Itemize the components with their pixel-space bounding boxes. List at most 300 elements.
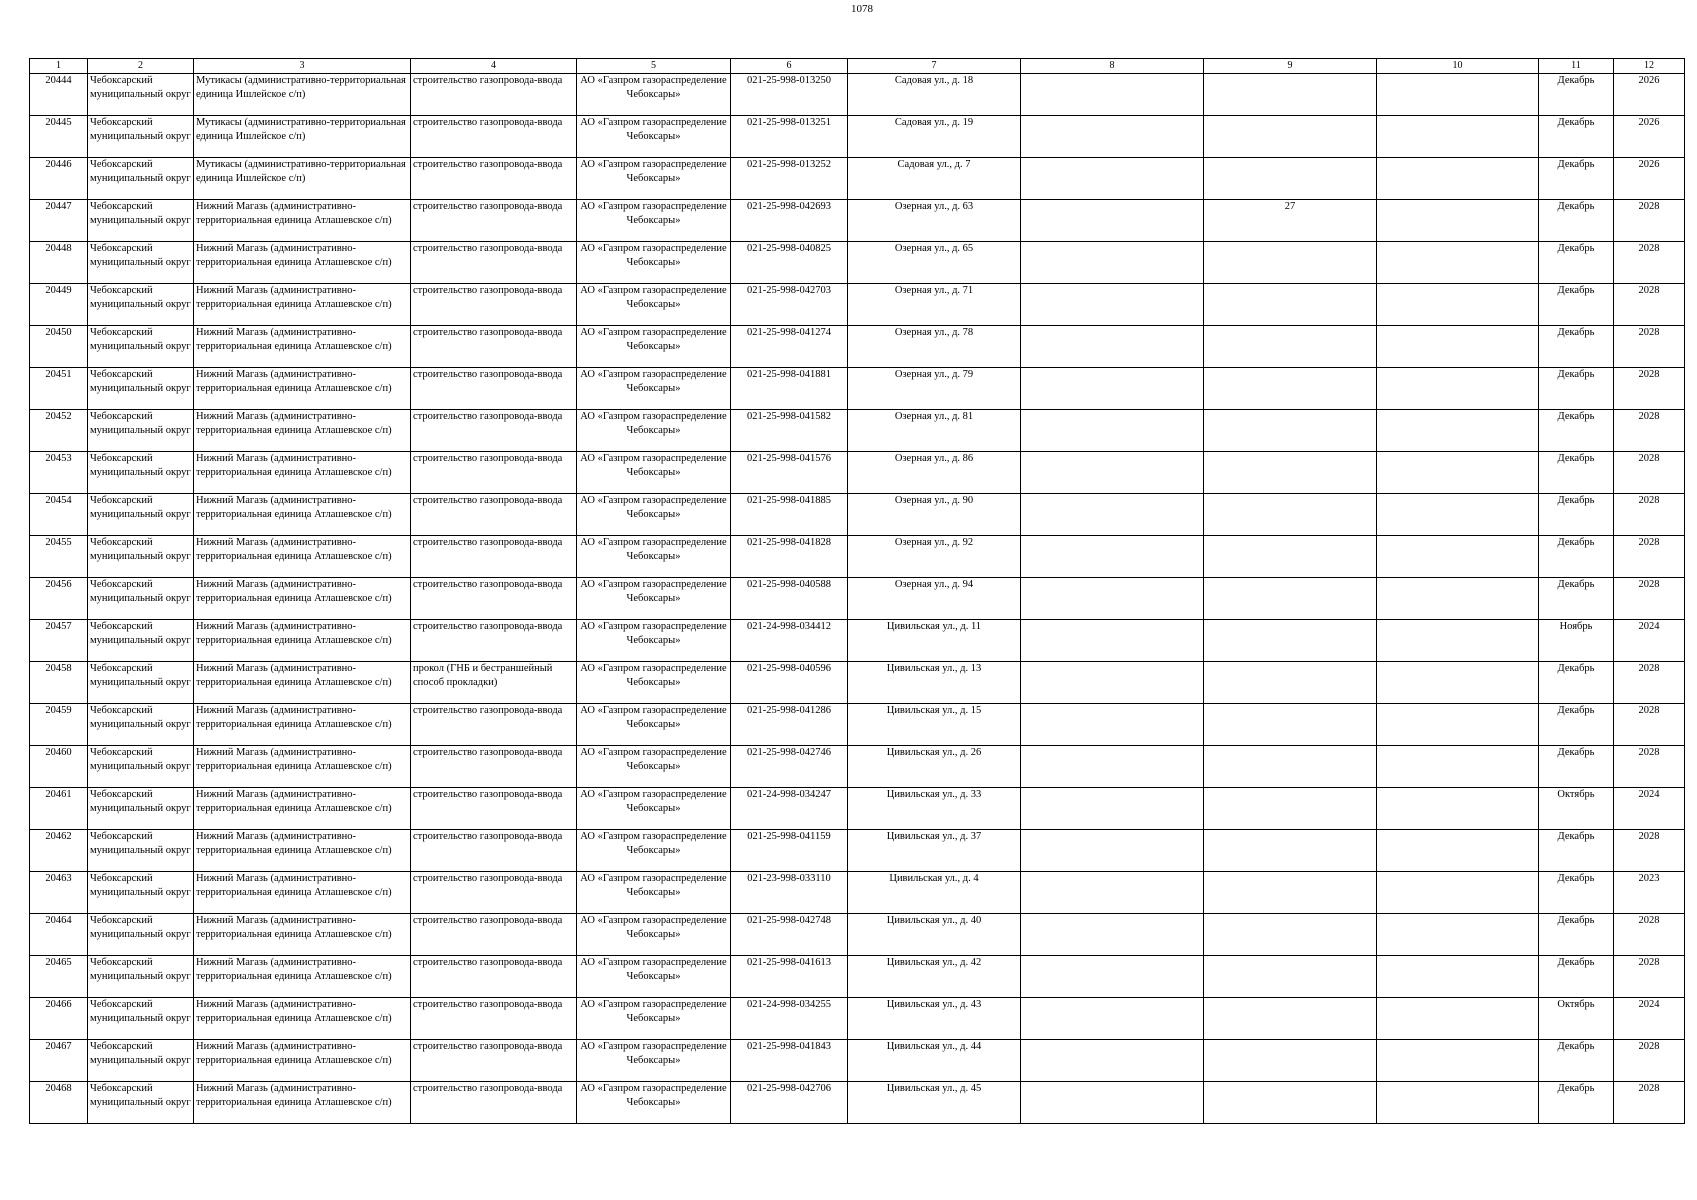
work-type-cell <box>411 494 577 536</box>
address-cell <box>848 494 1021 536</box>
organization-cell-text: АО «Газпром газораспределение Чебоксары» <box>580 1041 727 1066</box>
organization-cell-text: АО «Газпром газораспределение Чебоксары» <box>580 75 727 100</box>
organization-cell <box>577 242 731 284</box>
district-cell-text: Чебоксарский муниципальный округ <box>90 873 191 898</box>
organization-cell-text: АО «Газпром газораспределение Чебоксары» <box>580 453 727 478</box>
month-cell-text: Декабрь <box>1557 285 1595 296</box>
district-cell <box>88 998 194 1040</box>
district-cell-text: Чебоксарский муниципальный округ <box>90 705 191 730</box>
column-8-cell <box>1021 452 1204 494</box>
column-10-cell <box>1377 116 1539 158</box>
locality-cell-text: Нижний Магазь (административно-территориальная единица Атлашевское с/п) <box>196 831 392 856</box>
column-8-cell <box>1021 242 1204 284</box>
row-number <box>30 452 88 494</box>
address-cell <box>848 1082 1021 1124</box>
row-number-text: 20453 <box>45 453 72 464</box>
column-9-cell <box>1204 704 1377 746</box>
table-row <box>30 284 1685 326</box>
work-type-cell-text: строительство газопровода-ввода <box>413 705 563 716</box>
district-cell-text: Чебоксарский муниципальный округ <box>90 831 191 856</box>
work-type-cell-text: строительство газопровода-ввода <box>413 327 563 338</box>
year-cell <box>1614 74 1685 116</box>
column-8-cell <box>1021 74 1204 116</box>
row-number <box>30 200 88 242</box>
column-9-cell <box>1204 788 1377 830</box>
object-code-cell <box>731 872 848 914</box>
address-cell-text: Озерная ул., д. 79 <box>894 369 974 380</box>
column-9-cell <box>1204 326 1377 368</box>
district-cell <box>88 1040 194 1082</box>
organization-cell <box>577 620 731 662</box>
organization-cell <box>577 200 731 242</box>
organization-cell <box>577 788 731 830</box>
column-8-cell <box>1021 200 1204 242</box>
locality-cell <box>194 956 411 998</box>
district-cell <box>88 578 194 620</box>
address-cell-text: Цивильская ул., д. 4 <box>889 873 979 884</box>
object-code-cell-text: 021-25-998-042746 <box>747 747 831 758</box>
column-header-8: 8 <box>1021 59 1204 74</box>
district-cell-text: Чебоксарский муниципальный округ <box>90 621 191 646</box>
column-9-cell <box>1204 116 1377 158</box>
column-10-cell <box>1377 200 1539 242</box>
address-cell <box>848 74 1021 116</box>
row-number-text: 20446 <box>45 159 72 170</box>
object-code-cell-text: 021-25-998-040825 <box>747 243 831 254</box>
table-row <box>30 1082 1685 1124</box>
address-cell-text: Озерная ул., д. 94 <box>894 579 974 590</box>
object-code-cell <box>731 536 848 578</box>
organization-cell <box>577 1082 731 1124</box>
month-cell <box>1539 830 1614 872</box>
month-cell-text: Декабрь <box>1557 75 1595 86</box>
locality-cell <box>194 1040 411 1082</box>
table-row <box>30 494 1685 536</box>
column-8-cell <box>1021 914 1204 956</box>
work-type-cell <box>411 536 577 578</box>
locality-cell <box>194 326 411 368</box>
work-type-cell <box>411 914 577 956</box>
address-cell <box>848 662 1021 704</box>
district-cell <box>88 872 194 914</box>
column-10-cell <box>1377 74 1539 116</box>
month-cell-text: Декабрь <box>1557 705 1595 716</box>
work-type-cell <box>411 200 577 242</box>
month-cell <box>1539 200 1614 242</box>
district-cell <box>88 200 194 242</box>
locality-cell <box>194 998 411 1040</box>
locality-cell-text: Нижний Магазь (административно-территориальная единица Атлашевское с/п) <box>196 201 392 226</box>
locality-cell-text: Нижний Магазь (административно-территориальная единица Атлашевское с/п) <box>196 537 392 562</box>
locality-cell <box>194 872 411 914</box>
month-cell-text: Декабрь <box>1557 663 1595 674</box>
row-number-text: 20454 <box>45 495 72 506</box>
organization-cell-text: АО «Газпром газораспределение Чебоксары» <box>580 327 727 352</box>
object-code-cell <box>731 410 848 452</box>
organization-cell-text: АО «Газпром газораспределение Чебоксары» <box>580 411 727 436</box>
table-body <box>30 74 1685 1124</box>
column-10-cell <box>1377 494 1539 536</box>
column-10-cell <box>1377 620 1539 662</box>
organization-cell-text: АО «Газпром газораспределение Чебоксары» <box>580 117 727 142</box>
object-code-cell <box>731 578 848 620</box>
row-number <box>30 830 88 872</box>
district-cell-text: Чебоксарский муниципальный округ <box>90 369 191 394</box>
table-row <box>30 368 1685 410</box>
district-cell <box>88 788 194 830</box>
column-8-cell <box>1021 410 1204 452</box>
organization-cell <box>577 830 731 872</box>
address-cell <box>848 704 1021 746</box>
district-cell <box>88 1082 194 1124</box>
organization-cell <box>577 956 731 998</box>
district-cell <box>88 620 194 662</box>
organization-cell <box>577 368 731 410</box>
address-cell <box>848 788 1021 830</box>
column-header-11: 11 <box>1539 59 1614 74</box>
address-cell-text: Цивильская ул., д. 13 <box>886 663 982 674</box>
address-cell <box>848 284 1021 326</box>
row-number <box>30 788 88 830</box>
work-type-cell <box>411 74 577 116</box>
organization-cell <box>577 914 731 956</box>
column-8-cell <box>1021 494 1204 536</box>
column-10-cell <box>1377 578 1539 620</box>
work-type-cell <box>411 662 577 704</box>
month-cell-text: Декабрь <box>1557 243 1595 254</box>
address-cell-text: Цивильская ул., д. 42 <box>886 957 982 968</box>
organization-cell-text: АО «Газпром газораспределение Чебоксары» <box>580 999 727 1024</box>
locality-cell <box>194 200 411 242</box>
object-code-cell <box>731 788 848 830</box>
column-9-cell <box>1204 662 1377 704</box>
organization-cell-text: АО «Газпром газораспределение Чебоксары» <box>580 243 727 268</box>
year-cell-text: 2026 <box>1638 159 1660 170</box>
column-9-cell <box>1204 158 1377 200</box>
locality-cell <box>194 242 411 284</box>
year-cell-text: 2028 <box>1638 369 1660 380</box>
column-10-cell <box>1377 242 1539 284</box>
district-cell <box>88 410 194 452</box>
object-code-cell-text: 021-25-998-041843 <box>747 1041 831 1052</box>
object-code-cell-text: 021-25-998-013251 <box>747 117 831 128</box>
month-cell <box>1539 998 1614 1040</box>
locality-cell <box>194 284 411 326</box>
district-cell <box>88 452 194 494</box>
month-cell-text: Ноябрь <box>1559 621 1593 632</box>
registry-table <box>29 58 1685 1124</box>
month-cell <box>1539 242 1614 284</box>
year-cell <box>1614 620 1685 662</box>
month-cell <box>1539 1040 1614 1082</box>
column-8-cell <box>1021 1040 1204 1082</box>
row-number-text: 20457 <box>45 621 72 632</box>
year-cell-text: 2028 <box>1638 1083 1660 1094</box>
object-code-cell <box>731 662 848 704</box>
work-type-cell-text: строительство газопровода-ввода <box>413 915 563 926</box>
address-cell-text: Цивильская ул., д. 11 <box>886 621 982 632</box>
organization-cell <box>577 872 731 914</box>
month-cell <box>1539 326 1614 368</box>
object-code-cell-text: 021-25-998-040588 <box>747 579 831 590</box>
column-10-cell <box>1377 788 1539 830</box>
work-type-cell <box>411 410 577 452</box>
address-cell-text: Цивильская ул., д. 43 <box>886 999 982 1010</box>
year-cell-text: 2028 <box>1638 453 1660 464</box>
district-cell <box>88 116 194 158</box>
address-cell <box>848 872 1021 914</box>
locality-cell <box>194 788 411 830</box>
row-number <box>30 746 88 788</box>
column-9-cell <box>1204 452 1377 494</box>
address-cell-text: Озерная ул., д. 78 <box>894 327 974 338</box>
work-type-cell-text: строительство газопровода-ввода <box>413 537 563 548</box>
month-cell-text: Декабрь <box>1557 201 1595 212</box>
organization-cell-text: АО «Газпром газораспределение Чебоксары» <box>580 831 727 856</box>
organization-cell-text: АО «Газпром газораспределение Чебоксары» <box>580 663 727 688</box>
table-row <box>30 578 1685 620</box>
column-header-4: 4 <box>411 59 577 74</box>
object-code-cell <box>731 620 848 662</box>
object-code-cell-text: 021-25-998-041576 <box>747 453 831 464</box>
row-number-text: 20466 <box>45 999 72 1010</box>
column-10-cell <box>1377 326 1539 368</box>
year-cell <box>1614 242 1685 284</box>
month-cell-text: Декабрь <box>1557 369 1595 380</box>
district-cell-text: Чебоксарский муниципальный округ <box>90 663 191 688</box>
month-cell-text: Декабрь <box>1557 747 1595 758</box>
year-cell <box>1614 494 1685 536</box>
year-cell <box>1614 914 1685 956</box>
row-number <box>30 578 88 620</box>
year-cell <box>1614 1040 1685 1082</box>
organization-cell <box>577 452 731 494</box>
column-8-cell <box>1021 326 1204 368</box>
column-8-cell <box>1021 620 1204 662</box>
column-10-cell <box>1377 956 1539 998</box>
address-cell <box>848 368 1021 410</box>
object-code-cell-text: 021-25-998-041286 <box>747 705 831 716</box>
table-row <box>30 242 1685 284</box>
column-header-10: 10 <box>1377 59 1539 74</box>
address-cell <box>848 452 1021 494</box>
table-row <box>30 326 1685 368</box>
address-cell <box>848 914 1021 956</box>
month-cell <box>1539 1082 1614 1124</box>
year-cell-text: 2028 <box>1638 537 1660 548</box>
row-number-text: 20445 <box>45 117 72 128</box>
locality-cell <box>194 410 411 452</box>
district-cell-text: Чебоксарский муниципальный округ <box>90 327 191 352</box>
organization-cell-text: АО «Газпром газораспределение Чебоксары» <box>580 747 727 772</box>
column-8-cell <box>1021 158 1204 200</box>
object-code-cell-text: 021-25-998-042706 <box>747 1083 831 1094</box>
year-cell-text: 2028 <box>1638 915 1660 926</box>
year-cell <box>1614 872 1685 914</box>
work-type-cell <box>411 368 577 410</box>
table-row <box>30 452 1685 494</box>
month-cell <box>1539 452 1614 494</box>
object-code-cell-text: 021-25-998-041274 <box>747 327 831 338</box>
year-cell <box>1614 326 1685 368</box>
work-type-cell <box>411 788 577 830</box>
locality-cell-text: Нижний Магазь (административно-территориальная единица Атлашевское с/п) <box>196 579 392 604</box>
month-cell-text: Октябрь <box>1557 999 1595 1010</box>
district-cell <box>88 242 194 284</box>
work-type-cell <box>411 452 577 494</box>
object-code-cell-text: 021-23-998-033110 <box>747 873 831 884</box>
object-code-cell <box>731 1082 848 1124</box>
organization-cell <box>577 1040 731 1082</box>
column-10-cell <box>1377 914 1539 956</box>
address-cell-text: Цивильская ул., д. 40 <box>886 915 982 926</box>
year-cell <box>1614 284 1685 326</box>
column-9-cell-text: 27 <box>1284 201 1296 212</box>
month-cell <box>1539 956 1614 998</box>
column-8-cell <box>1021 1082 1204 1124</box>
work-type-cell-text: строительство газопровода-ввода <box>413 75 563 86</box>
address-cell-text: Озерная ул., д. 63 <box>894 201 974 212</box>
month-cell-text: Декабрь <box>1557 957 1595 968</box>
year-cell-text: 2028 <box>1638 411 1660 422</box>
object-code-cell-text: 021-25-998-041881 <box>747 369 831 380</box>
object-code-cell <box>731 284 848 326</box>
year-cell <box>1614 368 1685 410</box>
year-cell-text: 2028 <box>1638 495 1660 506</box>
table-row <box>30 158 1685 200</box>
locality-cell-text: Нижний Магазь (административно-территориальная единица Атлашевское с/п) <box>196 957 392 982</box>
address-cell <box>848 536 1021 578</box>
organization-cell <box>577 410 731 452</box>
district-cell <box>88 662 194 704</box>
district-cell-text: Чебоксарский муниципальный округ <box>90 243 191 268</box>
year-cell <box>1614 788 1685 830</box>
object-code-cell-text: 021-25-998-041828 <box>747 537 831 548</box>
address-cell-text: Озерная ул., д. 71 <box>894 285 974 296</box>
year-cell-text: 2024 <box>1638 621 1660 632</box>
locality-cell-text: Нижний Магазь (административно-территориальная единица Атлашевское с/п) <box>196 453 392 478</box>
month-cell-text: Декабрь <box>1557 411 1595 422</box>
year-cell <box>1614 158 1685 200</box>
organization-cell-text: АО «Газпром газораспределение Чебоксары» <box>580 369 727 394</box>
row-number <box>30 1082 88 1124</box>
locality-cell <box>194 914 411 956</box>
column-9-cell <box>1204 620 1377 662</box>
address-cell-text: Озерная ул., д. 81 <box>894 411 974 422</box>
work-type-cell <box>411 830 577 872</box>
column-10-cell <box>1377 1040 1539 1082</box>
work-type-cell-text: строительство газопровода-ввода <box>413 117 563 128</box>
table-row <box>30 788 1685 830</box>
locality-cell-text: Мутикасы (административно-территориальная единица Ишлейское с/п) <box>196 75 406 100</box>
year-cell-text: 2028 <box>1638 705 1660 716</box>
organization-cell <box>577 158 731 200</box>
organization-cell <box>577 494 731 536</box>
address-cell <box>848 746 1021 788</box>
address-cell <box>848 830 1021 872</box>
column-9-cell <box>1204 1040 1377 1082</box>
district-cell-text: Чебоксарский муниципальный округ <box>90 789 191 814</box>
month-cell <box>1539 872 1614 914</box>
object-code-cell-text: 021-25-998-041582 <box>747 411 831 422</box>
year-cell-text: 2028 <box>1638 957 1660 968</box>
row-number <box>30 704 88 746</box>
month-cell <box>1539 620 1614 662</box>
address-cell <box>848 956 1021 998</box>
row-number-text: 20467 <box>45 1041 72 1052</box>
address-cell <box>848 410 1021 452</box>
row-number <box>30 326 88 368</box>
address-cell <box>848 116 1021 158</box>
work-type-cell <box>411 284 577 326</box>
column-8-cell <box>1021 788 1204 830</box>
address-cell <box>848 998 1021 1040</box>
row-number <box>30 494 88 536</box>
table-row <box>30 116 1685 158</box>
table-row <box>30 830 1685 872</box>
month-cell <box>1539 368 1614 410</box>
row-number-text: 20464 <box>45 915 72 926</box>
work-type-cell <box>411 158 577 200</box>
work-type-cell-text: строительство газопровода-ввода <box>413 579 563 590</box>
year-cell-text: 2026 <box>1638 117 1660 128</box>
month-cell-text: Декабрь <box>1557 537 1595 548</box>
year-cell <box>1614 1082 1685 1124</box>
work-type-cell-text: прокол (ГНБ и бестраншейный способ прокладки) <box>413 663 553 688</box>
year-cell-text: 2028 <box>1638 243 1660 254</box>
district-cell <box>88 326 194 368</box>
address-cell-text: Цивильская ул., д. 26 <box>886 747 982 758</box>
year-cell <box>1614 200 1685 242</box>
district-cell-text: Чебоксарский муниципальный округ <box>90 75 191 100</box>
row-number <box>30 410 88 452</box>
year-cell <box>1614 116 1685 158</box>
address-cell-text: Озерная ул., д. 90 <box>894 495 974 506</box>
object-code-cell <box>731 746 848 788</box>
object-code-cell <box>731 830 848 872</box>
object-code-cell-text: 021-25-998-041613 <box>747 957 831 968</box>
row-number-text: 20450 <box>45 327 72 338</box>
locality-cell <box>194 662 411 704</box>
work-type-cell-text: строительство газопровода-ввода <box>413 495 563 506</box>
column-10-cell <box>1377 410 1539 452</box>
locality-cell-text: Нижний Магазь (административно-территориальная единица Атлашевское с/п) <box>196 663 392 688</box>
object-code-cell-text: 021-25-998-041159 <box>747 831 831 842</box>
row-number <box>30 620 88 662</box>
locality-cell-text: Нижний Магазь (административно-территориальная единица Атлашевское с/п) <box>196 495 392 520</box>
month-cell-text: Декабрь <box>1557 579 1595 590</box>
work-type-cell-text: строительство газопровода-ввода <box>413 201 563 212</box>
column-10-cell <box>1377 536 1539 578</box>
organization-cell <box>577 116 731 158</box>
column-9-cell <box>1204 410 1377 452</box>
address-cell <box>848 242 1021 284</box>
work-type-cell-text: строительство газопровода-ввода <box>413 285 563 296</box>
row-number-text: 20459 <box>45 705 72 716</box>
column-header-7: 7 <box>848 59 1021 74</box>
organization-cell-text: АО «Газпром газораспределение Чебоксары» <box>580 1083 727 1108</box>
month-cell-text: Декабрь <box>1557 873 1595 884</box>
district-cell-text: Чебоксарский муниципальный округ <box>90 999 191 1024</box>
work-type-cell-text: строительство газопровода-ввода <box>413 453 563 464</box>
year-cell-text: 2024 <box>1638 789 1660 800</box>
row-number-text: 20462 <box>45 831 72 842</box>
organization-cell <box>577 746 731 788</box>
year-cell <box>1614 746 1685 788</box>
column-header-9: 9 <box>1204 59 1377 74</box>
year-cell-text: 2028 <box>1638 327 1660 338</box>
column-8-cell <box>1021 284 1204 326</box>
